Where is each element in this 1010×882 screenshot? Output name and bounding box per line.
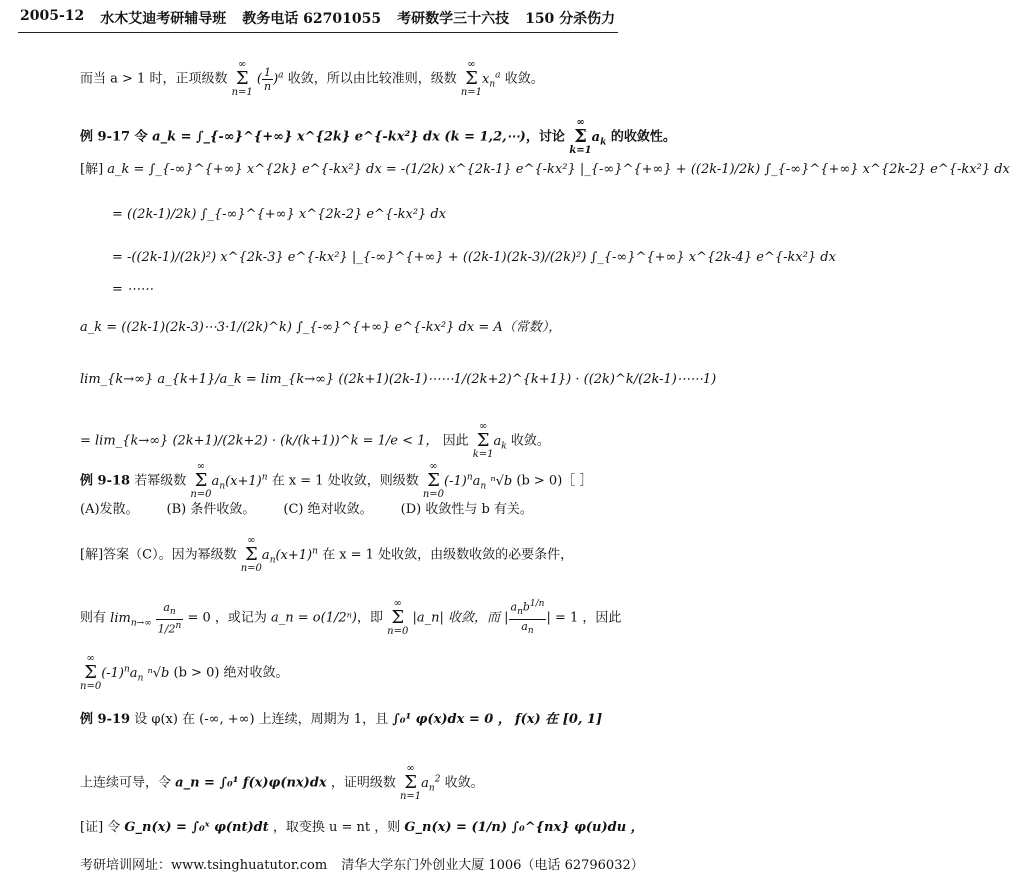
solution-eq-3: = -((2k-1)/(2k)²) x^{2k-3} e^{-kx²} |_{-∞}^{+∞} + ((2k-1)(2k-3)/(2k)²) ∫_{-∞}^{+∞} x^{2k-4} e^{-kx²} dx xyxy=(112,250,836,265)
footer-site: 考研培训网址：www.tsinghuatutor.com xyxy=(80,858,328,873)
page-footer xyxy=(80,854,644,873)
answer-line-3: ∞ Σ $n=0(-1)^na_n$ ⁿ√b (b > 0) 绝对收敛。 xyxy=(80,653,289,692)
solution-eq-7: = lim_{k→∞} (2k+1)/(2k+2) · (k/(k+1))^k = 1/e < 1， 因此 ∞ Σ $k=1a_k$ 收敛。 xyxy=(80,421,550,460)
solution-eq-2: = ((2k-1)/2k) ∫_{-∞}^{+∞} x^{2k-2} e^{-kx²} dx xyxy=(112,207,447,222)
answer-line-1: [解]答案（C）。因为幂级数 ∞ Σ $n=0a_n(x+1)^n$ 在 x = 1 处收敛，由级数收敛的必要条件， xyxy=(80,535,574,574)
solution-eq-1: [解] a_k = ∫_{-∞}^{+∞} x^{2k} e^{-kx²} dx = -(1/2k) x^{2k-1} e^{-kx²} |_{-∞}^{+∞} + ((2k-1)/2k) ∫_{-∞}^{+∞} x^{2k-2} e^{-kx²} dx xyxy=(80,162,1010,177)
intro-line: 而当 a > 1 时，正项级数 ∞ Σ n=1 ( $\frac{1}{n}$ )$^a$ 收敛，所以由比较准则，级数 ∞ Σ $n=1x_n^a$ 收敛。 xyxy=(80,59,544,98)
sum-symbol: ∞ Σ n=1 xyxy=(231,59,253,98)
header-org: 水木艾迪考研辅导班 xyxy=(100,11,227,27)
choice-c: (C) 绝对收敛。 xyxy=(283,502,373,517)
solution-eq-5: a_k = ((2k-1)(2k-3)⋯3·1/(2k)^k) ∫_{-∞}^{+∞} e^{-kx²} dx = A（常数）， xyxy=(80,320,562,335)
example-9-17-heading: 例 9-17 令 a_k = ∫_{-∞}^{+∞} x^{2k} e^{-kx²} dx (k = 1,2,⋯)，讨论 ∞ Σ $k=1a_k$ 的收敛性。 xyxy=(80,117,676,156)
example-9-19-line-2: 上连续可导，令 a_n = ∫₀¹ f(x)φ(nx)dx ，证明级数 ∞ Σ $n=1a_n^2$ 收敛。 xyxy=(80,763,484,802)
header-date: 2005-12 xyxy=(20,8,85,24)
proof-line: [证] 令 G_n(x) = ∫₀ˣ φ(nt)dt ，取变换 u = nt ，则 G_n(x) = (1/n) ∫₀^{nx} φ(u)du ， xyxy=(80,820,644,835)
choice-a: (A)发散。 xyxy=(80,502,139,517)
example-9-18-heading: 例 9-18 若幂级数 ∞ Σ $n=0a_n(x+1)^n$ 在 x = 1 处收敛，则级数 ∞ Σ $n=0(-1)^na_n$ ⁿ√b (b > 0)［ ］ xyxy=(80,461,593,500)
footer-address: 清华大学东门外创业大厦 1006（电话 62796032） xyxy=(341,858,644,873)
header-phone: 教务电话 62701055 xyxy=(242,11,382,27)
header-divider xyxy=(18,32,618,33)
solution-eq-6: lim_{k→∞} a_{k+1}/a_k = lim_{k→∞} ((2k+1)(2k-1)⋯⋯1/(2k+2)^{k+1}) · ((2k)^k/(2k-1)⋯⋯1) xyxy=(80,372,717,387)
solution-eq-4: = ⋯⋯ xyxy=(112,282,154,297)
header-course: 考研数学三十六技 xyxy=(397,11,510,27)
answer-line-2: 则有 $\lim_{n\to\infty}$ $\frac{a_n}{1/2^n}$ = 0 ，或记为 a_n = o(1/2ⁿ)，即 ∞ Σ n=0 |a_n| 收敛，而 | $\frac{a_nb^{1/n}}{a_n}$ | = 1 ，因此 xyxy=(80,598,622,638)
example-9-19-heading: 例 9-19 设 φ(x) 在 (-∞, +∞) 上连续，周期为 1，且 ∫₀¹ φ(x)dx = 0 ， f(x) 在 [0, 1] xyxy=(80,712,603,727)
choice-d: (D) 收敛性与 b 有关。 xyxy=(400,502,533,517)
page-header xyxy=(20,8,616,28)
header-tagline: 150 分杀伤力 xyxy=(525,11,616,27)
choice-b: (B) 条件收敛。 xyxy=(166,502,256,517)
fraction: $\frac{1}{n}$ xyxy=(264,65,272,93)
choices-row xyxy=(80,500,533,520)
